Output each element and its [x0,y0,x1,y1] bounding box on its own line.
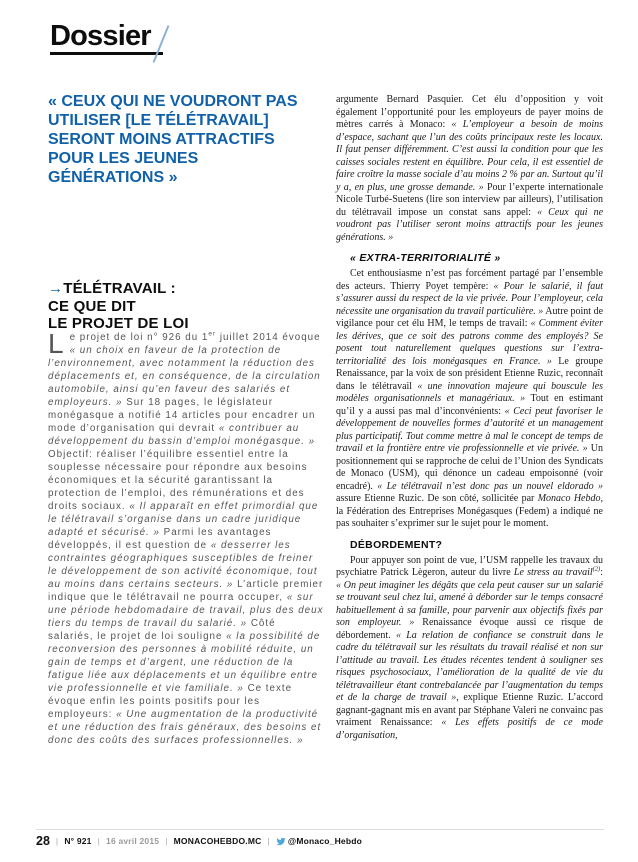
article-heading-text-1: TÉLÉTRAVAIL : [63,280,176,297]
subhead-extra-territorialite: « EXTRA-TERRITORIALITÉ » [350,252,501,264]
article-body-right [336,94,603,742]
issue-number: N° 921 [64,836,92,846]
masthead-underline [50,52,163,55]
article-heading-line-2: CE QUE DIT [48,297,136,315]
subhead-debordement: DÉBORDEMENT? [350,538,443,551]
paragraph: Cet enthousiasme n’est pas forcément partagé par l’ensemble des acteurs. Thierry Poyet tempère: « Pour le salarié, il faut s’assurer aussi du respect de la vie privée. Pour l’employeur, cela nécessite une organisation du travail particulière. » Autre point de vigilance pour cet élu HM, le temps de travail: « Comment éviter les dérives, que ce soit des patrons comme des employés? Se posent tout naturellement quelques questions sur l’extra-territorialité des lois monégasques en France. » Le groupe Renaissance, par la voix de son président Etienne Ruzic, reconnaît dans le télétravail « une innovation majeure qui bouscule les modèles organisationnels et managériaux. » Tout en estimant qu’il y a aussi pas mal d’inconvénients: « Ceci peut favoriser le développement de nouvelles formes d’autorité et un management plus participatif. Tout comme mettre à mal le concept de temps de travail et la frontière entre vie professionnelle et vie privée. » Un positionnement qui se rapproche de celui de l’Union des Syndicats de Monaco (USM), qui dénonce un cadeau empoisonné (voir encadré). « Le télétravail n’est donc pas un nouvel eldorado » assure Etienne Ruzic. De son côté, sollicitée par Monaco Hebdo, la Fédération des Entreprises Monégasques (Fedem) a indiqué ne pas souhaiter s’exprimer sur le sujet pour le moment. [336,268,604,529]
twitter-block [276,836,362,846]
article-heading-line-1 [48,280,189,298]
twitter-bird-icon [276,837,286,846]
article-heading-line-3: LE PROJET DE LOI [48,315,189,332]
paragraph: Pour appuyer son point de vue, l’USM rappelle les travaux du psychiatre Patrick Lègeron, auteur du livre Le stress au travail$^{(2)}$: « On peut imaginer les dégâts que cela peut causer sur un salarié se trouvant seul chez lui, amené à déborder sur le temps consacré habituellement à sa famille, pour parvenir aux objectifs fixés par son employeur. » Renaissance évoque aussi ce risque de débordement. « La relation de confiance se construit dans le cadre du télétravail sur les résultats du travail réalisé et non sur l’attitude au travail. Les études récentes tendent à souligner ses risques psychosociaux, l’amélioration de la qualité de vie du télétravailleur étant contrebalancée par l’augmentation du temps et de la charge de travail », explique Etienne Ruzic. L’accord gagnant-gagnant mis en avant par Stéphane Valeri ne convainc pas vraiment Renaissance: « Les effets positifs de ce mode d’organisation, [336,554,604,741]
footer-separator: | [267,836,270,846]
website-url: MONACOHEBDO.MC [173,836,262,846]
issue-date: 16 avril 2015 [106,836,160,846]
twitter-handle: @Monaco_Hebdo [287,836,363,846]
article-body-left [48,328,324,747]
arrow-right-icon: → [48,280,64,297]
article-heading [48,280,189,333]
page-number: 28 [36,834,50,848]
masthead [50,20,163,55]
footer-separator: | [97,836,101,846]
page-footer [36,834,362,848]
footer-separator: | [55,836,59,846]
drop-cap: L [48,328,65,359]
footer-separator: | [165,836,168,846]
paragraph: argumente Bernard Pasquier. Cet élu d’opposition y voit également l’opportunité pour les employeurs de payer moins de mètres carrés à Monaco: « L’employeur a besoin de moins d’espace, sachant que l’un des coûts principaux reste les locaux. Il faut penser différemment. C’est aussi la condition pour que les caisses sociales restent en équilibre. Pour cela, il est essentiel de faire croître la masse sociale d’au moins 2 % par an. Surtout qu’il y a, en plus, une grosse demande. » Pour l’experte internationale Nicole Turbé-Suetens (lire son interview par ailleurs), l’utilisation du télétravail impose un constat sans appel: « Ceux qui ne voudront pas l’utiliser seront moins attractifs pour les jeunes générations. » [336,94,604,243]
pull-quote: « CEUX QUI NE VOUDRONT PAS UTILISER [LE TÉLÉTRAVAIL] SERONT MOINS ATTRACTIFS POUR LES JEUNES GÉNÉRATIONS » [48,93,298,186]
article-body-left-text: e projet de loi n° 926 du 1er juillet 2014 évoque « un choix en faveur de la protection de l’environnement, avec notamment la réduction des déplacements et, en conséquence, de la circulation automobile, ainsi qu’en faveur des salariés et employeurs. » Sur 18 pages, le législateur monégasque a notifié 14 articles pour encadrer un mode d’organisation qui devrait « contribuer au développement du bassin d’emploi monégasque. » Objectif: réaliser l’équilibre essentiel entre la souplesse nécessaire pour répondre aux besoins économiques et la sécurité garantissant la protection de l’emploi, des rémunérations et des droits sociaux. « Il apparaît en effet primordial que le télétravail s’organise dans un cadre juridique adapté et sécurisé. » Parmi les avantages développés, il est question de « desserrer les contraintes géographiques susceptibles de freiner le développement de son activité économique, tout au moins dans certains secteurs. » L’article premier indique que le télétravail ne pourra occuper, « sur une période hebdomadaire de travail, plus des deux tiers du temps de travail du salarié. » Côté salariés, le projet de loi souligne « la possibilité de reconversion des personnes à mobilité réduite, un gain de temps et d’argent, une réduction de la fatigue liée aux déplacements et un équilibre entre vie professionnelle et vie familiale. » Ce texte évoque enfin les points positifs pour les employeurs: « Une augmentation de la productivité et une réduction des frais généraux, des besoins et donc des coûts des surfaces professionnelles. » [48,330,324,746]
footer-rule [36,829,604,830]
section-title: Dossier [50,20,151,52]
